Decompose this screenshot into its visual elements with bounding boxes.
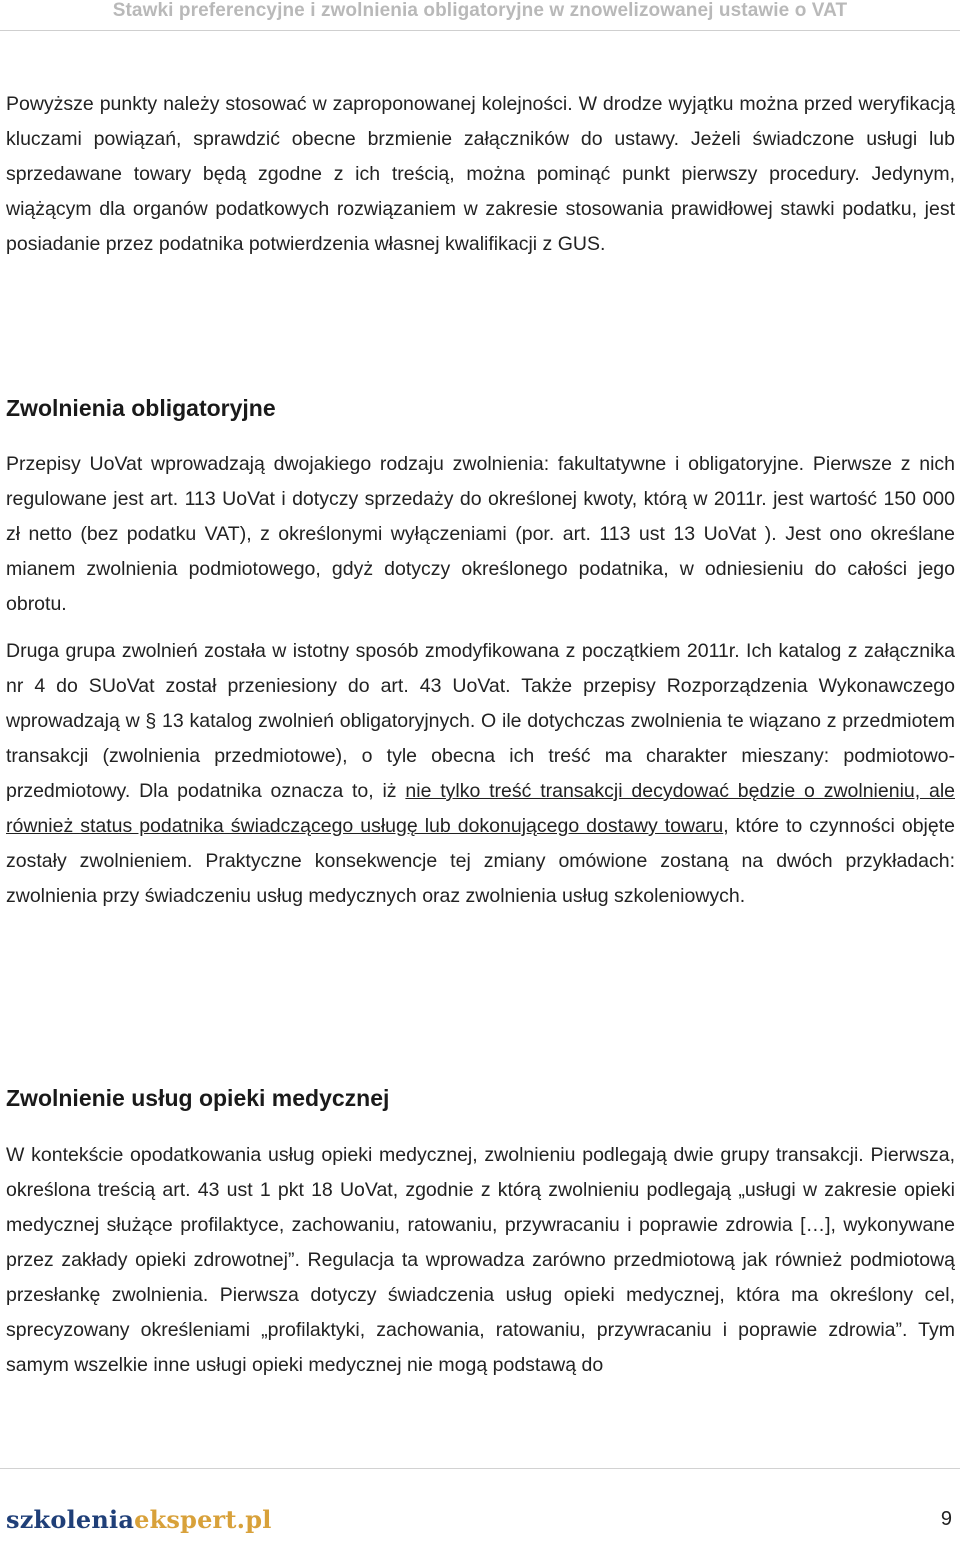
section-paragraph: W kontekście opodatkowania usług opieki medycznej, zwolnieniu podlegają dwie grupy transakcji. Pierwsza, określona treścią art. 43 ust 1 pkt 18 UoVat, zgodnie z którą zwolnieniu podlegają „usługi w zakresie opieki medycznej służące profilaktyce, zachowaniu, ratowaniu, przywracaniu i poprawie zdrowia […], wykonywane przez zakłady opieki zdrowotnej”. Regulacja ta wprowadza zarówno przedmiotową jak również podmiotową przesłankę zwolnienia. Pierwsza dotyczy świadczenia usług opieki medycznej, która ma określony cel, sprecyzowany określeniami „profilaktyki, zachowania, ratowaniu, przywracaniu i poprawie zdrowia”. Tym samym wszelkie inne usługi opieki medycznej nie mogą podstawą do <box>6 1144 955 1376</box>
intro-paragraph: Powyższe punkty należy stosować w zaproponowanej kolejności. W drodze wyjątku można przed weryfikacją kluczami powiązań, sprawdzić obecne brzmienie załączników do ustawy. Jeżeli świadczone usługi lub sprzedawane towary będą zgodne z ich treścią, można pominąć punkt pierwszy procedury. Jedynym, wiążącym dla organów podatkowych rozwiązaniem w zakresie stosowania prawidłowej stawki podatku, jest posiadanie przez podatnika potwierdzenia własnej kwalifikacji z GUS. <box>6 93 955 255</box>
section-zwolnienia-obligatoryjne <box>6 393 955 914</box>
running-header: Stawki preferencyjne i zwolnienia obligatoryjne w znowelizowanej ustawie o VAT <box>112 0 848 21</box>
page-number: 9 <box>940 1508 952 1530</box>
intro-paragraph-block <box>6 87 955 262</box>
section-paragraph <box>6 634 955 914</box>
paragraph-text: , które to czynności objęte zostały zwolnieniem. Praktyczne konsekwencje tej zmiany omówione zostaną na dwóch przykładach: zwolnienia przy świadczeniu usług medycznych oraz zwolnienia usług szkoleniowych. <box>6 815 955 907</box>
section-paragraph: Przepisy UoVat wprowadzają dwojakiego rodzaju zwolnienia: fakultatywne i obligatoryjne. Pierwsze z nich regulowane jest art. 113 UoVat i dotyczy sprzedaży do określonej kwoty, którą w 2011r. jest wartość 150 000 zł netto (bez podatku VAT), z określonymi wyłączeniami (por. art. 113 ust 13 UoVat ). Jest ono określane mianem zwolnienia podmiotowego, gdyż dotyczy określonego podatnika, w odniesieniu do całości jego obrotu. <box>6 453 955 615</box>
header-divider <box>0 30 960 31</box>
section-heading: Zwolnienie usług opieki medycznej <box>6 1085 390 1111</box>
brand-logo <box>6 1505 272 1534</box>
footer-divider <box>0 1468 960 1469</box>
paragraph-text: Druga grupa zwolnień została w istotny sposób zmodyfikowana z początkiem 2011r. Ich katalog z załącznika nr 4 do SUoVat został przeniesiony do art. 43 UoVat. Także przepisy Rozporządzenia Wykonawczego wprowadzają w § 13 katalog zwolnień obligatoryjnych. O ile dotychczas zwolnienia te wiązano z przedmiotem transakcji (zwolnienia przedmiotowe), o tyle obecna ich treść ma charakter mieszany: podmiotowo-przedmiotowy. Dla podatnika oznacza to, iż <box>6 640 955 802</box>
brand-part-1: szkolenia <box>6 1505 135 1534</box>
section-heading: Zwolnienia obligatoryjne <box>6 395 276 421</box>
section-opieka-medyczna <box>6 1083 955 1383</box>
underlined-emphasis: nie tylko treść transakcji decydować będzie o zwolnieniu, ale również status podatnika świadczącego usługę lub dokonującego dostawy towaru <box>6 780 956 837</box>
brand-part-2: ekspert.pl <box>134 1505 272 1534</box>
